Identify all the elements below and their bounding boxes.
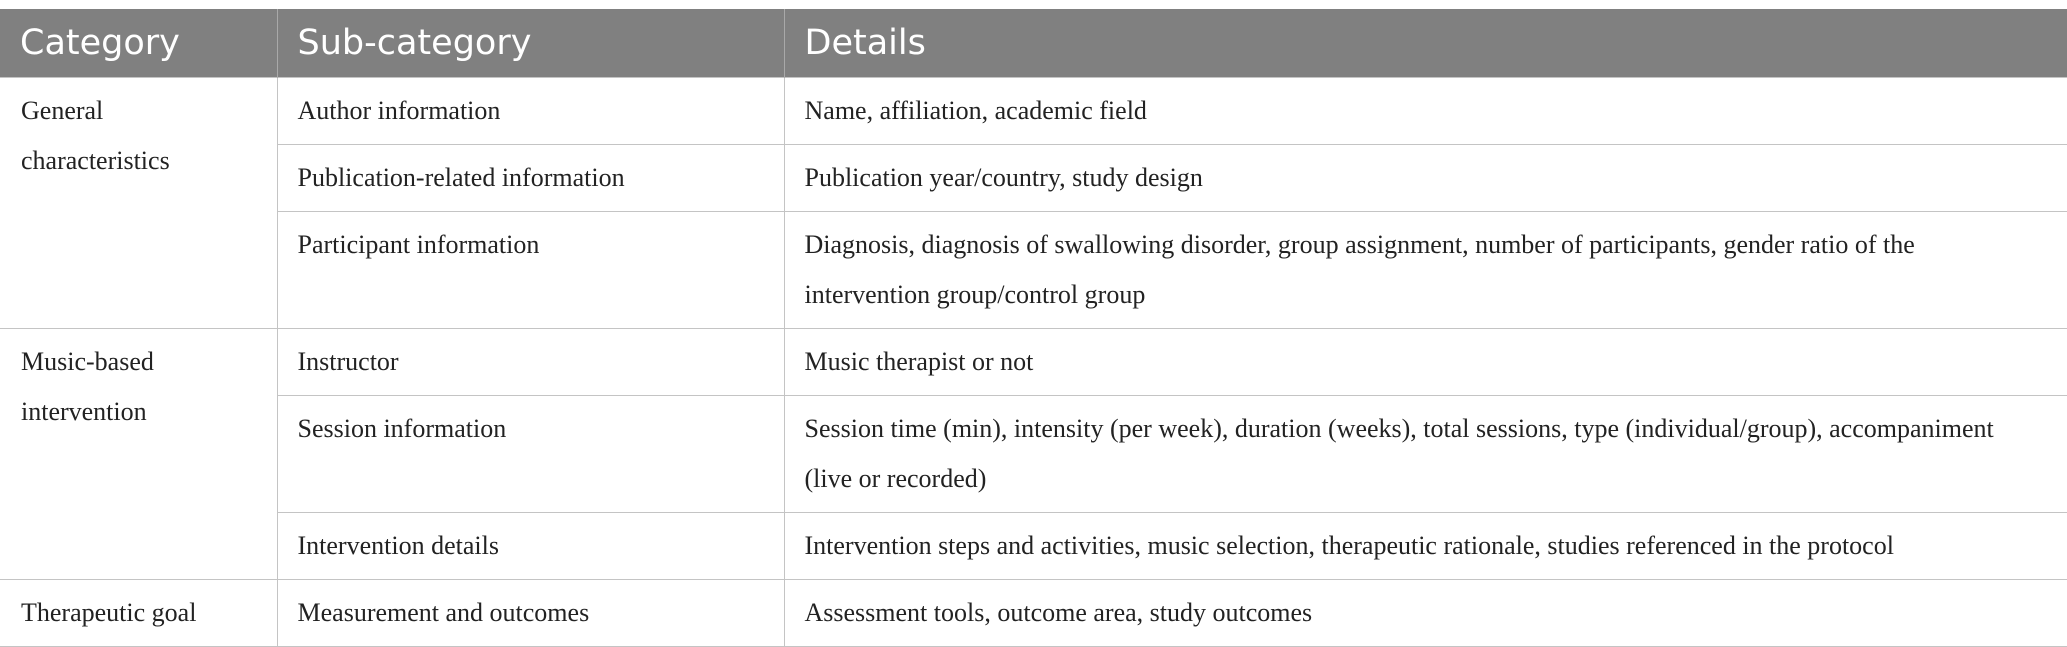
subcategory-cell: Measurement and outcomes xyxy=(277,579,784,646)
data-extraction-table-container xyxy=(0,9,2067,647)
subcategory-cell: Author information xyxy=(277,77,784,144)
table-row xyxy=(0,512,2067,579)
table-header xyxy=(0,9,2067,77)
table-row xyxy=(0,211,2067,328)
table-body xyxy=(0,77,2067,646)
details-cell: Diagnosis, diagnosis of swallowing disorder, group assignment, number of participants, gender ratio of the intervention group/control group xyxy=(784,211,2067,328)
subcategory-cell: Intervention details xyxy=(277,512,784,579)
details-cell: Assessment tools, outcome area, study outcomes xyxy=(784,579,2067,646)
subcategory-cell: Session information xyxy=(277,395,784,512)
subcategory-cell: Instructor xyxy=(277,328,784,395)
details-cell: Name, affiliation, academic field xyxy=(784,77,2067,144)
header-subcategory: Sub-category xyxy=(277,9,784,77)
table-row xyxy=(0,328,2067,395)
details-cell: Publication year/country, study design xyxy=(784,144,2067,211)
data-extraction-table xyxy=(0,9,2067,647)
header-details: Details xyxy=(784,9,2067,77)
header-row xyxy=(0,9,2067,77)
details-cell: Music therapist or not xyxy=(784,328,2067,395)
category-cell: Therapeutic goal xyxy=(0,579,277,646)
table-row xyxy=(0,77,2067,144)
details-cell: Intervention steps and activities, music selection, therapeutic rationale, studies referenced in the protocol xyxy=(784,512,2067,579)
table-row xyxy=(0,395,2067,512)
subcategory-cell: Participant information xyxy=(277,211,784,328)
table-row xyxy=(0,144,2067,211)
subcategory-cell: Publication-related information xyxy=(277,144,784,211)
header-category: Category xyxy=(0,9,277,77)
category-cell: General characteristics xyxy=(0,77,277,328)
details-cell: Session time (min), intensity (per week), duration (weeks), total sessions, type (individual/group), accompaniment (live or recorded) xyxy=(784,395,2067,512)
category-cell: Music-based intervention xyxy=(0,328,277,579)
table-row xyxy=(0,579,2067,646)
